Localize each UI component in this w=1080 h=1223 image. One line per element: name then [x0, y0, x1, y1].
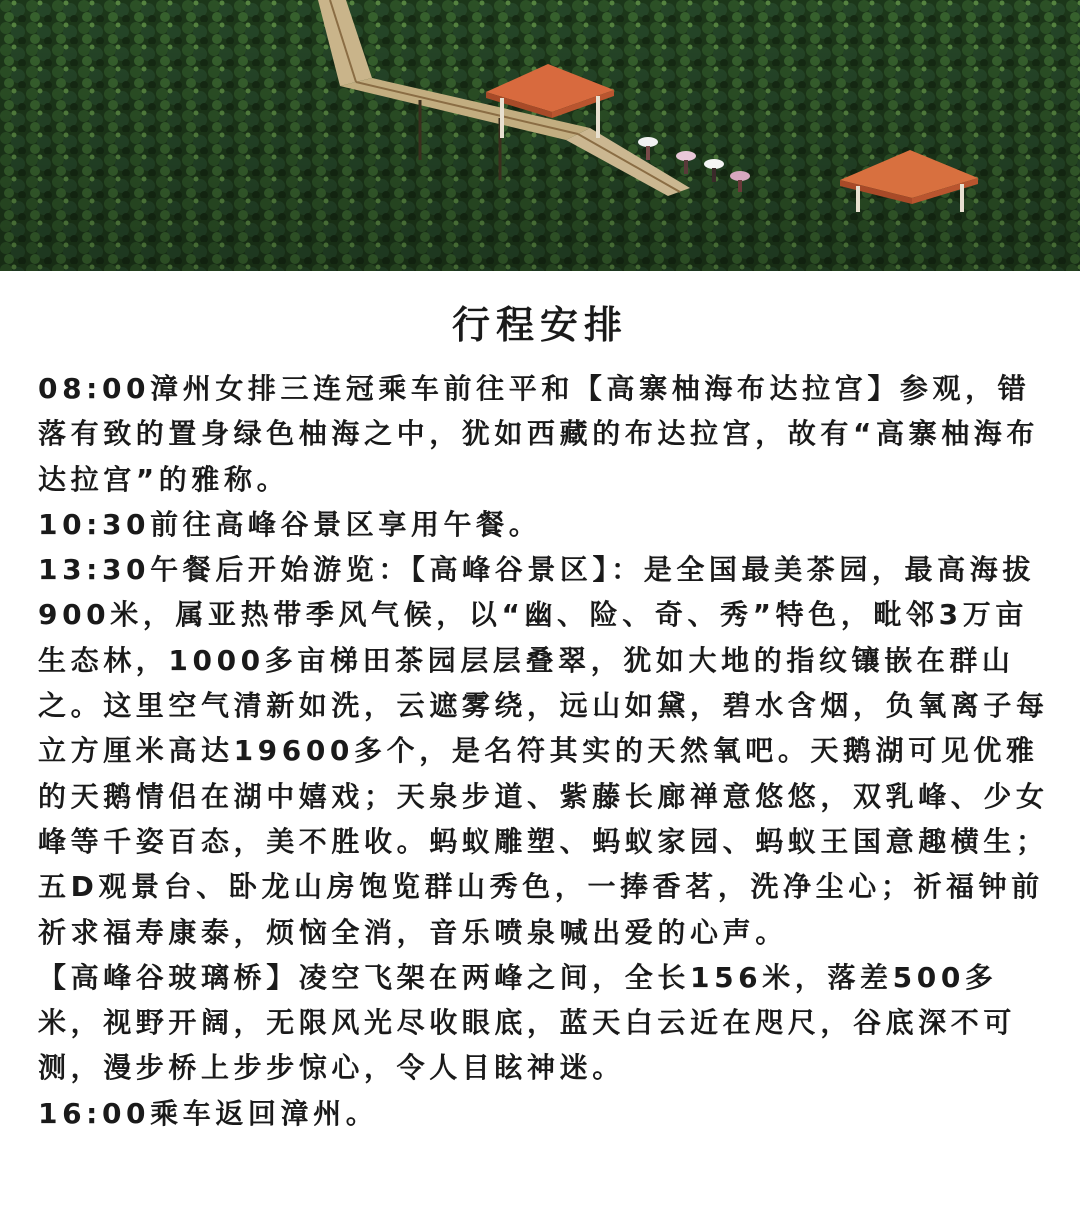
page-title: 行程安排	[451, 303, 628, 347]
hero-photo	[0, 0, 1080, 271]
itinerary-text	[38, 366, 1060, 1136]
itinerary-paragraph-0800: 08:00漳州女排三连冠乘车前往平和【高寨柚海布达拉宫】参观，错落有致的置身绿色柚海之中，犹如西藏的布达拉宫，故有“高寨柚海布达拉宫”的雅称。	[38, 372, 1040, 496]
tea-plantation-photo	[0, 0, 1080, 271]
itinerary-paragraph-1330: 13:30午餐后开始游览：【高峰谷景区】：是全国最美茶园，最高海拔900米，属亚热带季风气候，以“幽、险、奇、秀”特色，毗邻3万亩生态林，1000多亩梯田茶园层层叠翠，犹如大地的指纹镶嵌在群山之。这里空气清新如洗，云遮雾绕，远山如黛，碧水含烟，负氧离子每立方厘米高达19600多个，是名符其实的天然氧吧。天鹅湖可见优雅的天鹅情侣在湖中嬉戏；天泉步道、紫藤长廊禅意悠悠，双乳峰、少女峰等千姿百态，美不胜收。蚂蚁雕塑、蚂蚁家园、蚂蚁王国意趣横生；五D观景台、卧龙山房饱览群山秀色，一捧香茗，洗净尘心；祈福钟前祈求福寿康泰，烦恼全消，音乐喷泉喊出爱的心声。	[38, 553, 1049, 949]
itinerary-paragraph-1030: 10:30前往高峰谷景区享用午餐。	[38, 507, 542, 541]
itinerary-paragraph-glass-bridge: 【高峰谷玻璃桥】凌空飞架在两峰之间，全长156米，落差500多米，视野开阔，无限风光尽收眼底，蓝天白云近在咫尺，谷底深不可测，漫步桥上步步惊心，令人目眩神迷。	[38, 960, 1017, 1085]
itinerary-paragraph-1600: 16:00乘车返回漳州。	[38, 1096, 379, 1130]
